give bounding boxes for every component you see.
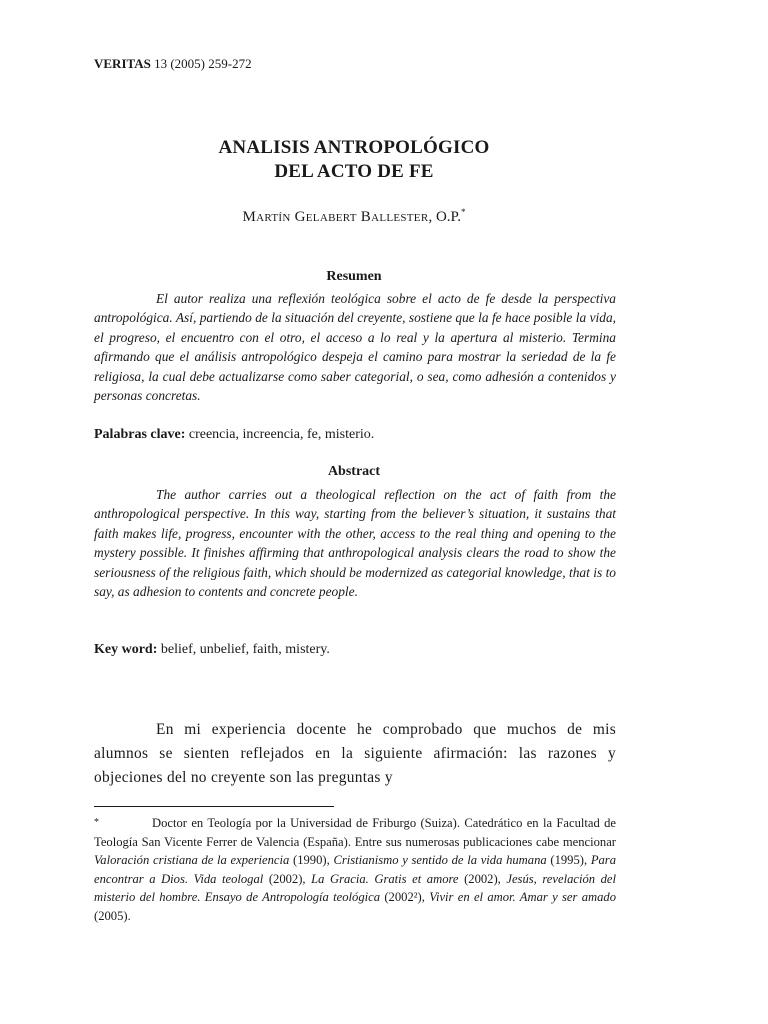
article-title-line-2: DEL ACTO DE FE bbox=[274, 161, 434, 182]
key-word bbox=[94, 642, 624, 658]
abstract-heading: Abstract bbox=[327, 464, 381, 479]
author-footnote-mark: * bbox=[460, 207, 466, 217]
journal-citation-header bbox=[94, 56, 252, 72]
journal-name: VERITAS bbox=[94, 56, 151, 71]
resumen-text: El autor realiza una reflexión teológica sobre el acto de fe desde la perspectiva antropológica. Así, partiendo de la situación del creyente, sostiene que la fe hace posible la vida, el progreso, el encuentro con el otro, el acceso a lo real y la apertura al misterio. Termina afirmando que el análisis antropológico despeja el camino para mostrar la seriedad de la fe religiosa, la cual debe actualizarse como saber categorial, o sea, como adhesión a contenidos y personas concretas. bbox=[94, 291, 616, 404]
footnote-title: Valoración cristiana de la experiencia bbox=[94, 853, 290, 868]
footnote-text: (2002²), bbox=[380, 890, 430, 905]
key-word-label: Key word: bbox=[94, 642, 158, 657]
footnote-title: Cristianismo y sentido de la vida humana bbox=[333, 853, 547, 868]
footnote-title: La Gracia. Gratis et amore bbox=[311, 871, 459, 886]
footnote-text: (1990), bbox=[289, 853, 334, 868]
footnote-text: (2002), bbox=[458, 871, 507, 886]
footnote-separator bbox=[94, 806, 334, 807]
palabras-clave bbox=[94, 427, 624, 443]
footnote-mark: * bbox=[94, 817, 99, 828]
abstract-text: The author carries out a theological reflection on the act of faith from the anthropological perspective. In this way, starting from the believer’s situation, it sustains that faith makes life, progress, encounter with the other, access to the real thing and opening to the mystery possible. It finishes affirming that anthropological analysis clears the road to show the seriousness of the religious faith, which should be modernized as categorial knowledge, that is to say, as adhesion to contents and concrete people. bbox=[94, 487, 616, 600]
author-order: , O.P. bbox=[428, 209, 461, 225]
footnote-text: (2005). bbox=[94, 908, 131, 923]
body-paragraph: En mi experiencia docente he comprobado que muchos de mis alumnos se sienten reflejados en la siguiente afirmación: las razones y objeciones del no creyente son las preguntas y bbox=[94, 721, 616, 786]
footnote-text: (1995), bbox=[546, 853, 591, 868]
footnote-text: Doctor en Teología por la Universidad de Friburgo (Suiza). Catedrático en la Facultad de Teología San Vicente Ferrer de Valencia (España). Entre sus numerosas publicaciones cabe mencionar bbox=[94, 816, 616, 849]
author-name: Martín Gelabert Ballester bbox=[242, 209, 429, 225]
footnote-text: (2002), bbox=[263, 871, 312, 886]
resumen-heading: Resumen bbox=[326, 269, 382, 284]
palabras-clave-value: creencia, increencia, fe, misterio. bbox=[185, 427, 375, 442]
author-footnote bbox=[94, 814, 616, 926]
key-word-value: belief, unbelief, faith, mistery. bbox=[157, 642, 330, 657]
footnote-title: Para encontrar a Dios. Vida teologal bbox=[94, 853, 616, 886]
footnote-title: Vivir en el amor. Amar y ser amado bbox=[429, 890, 617, 905]
article-title-line-1: ANALISIS ANTROPOLÓGICO bbox=[218, 137, 490, 158]
palabras-clave-label: Palabras clave: bbox=[94, 427, 186, 442]
author-line bbox=[0, 207, 708, 226]
footnote-title: Jesús, revelación del misterio del hombre. Ensayo de Antropología teológica bbox=[94, 871, 616, 905]
journal-volume-pages: 13 (2005) 259-272 bbox=[150, 56, 252, 71]
article-title bbox=[0, 136, 708, 184]
